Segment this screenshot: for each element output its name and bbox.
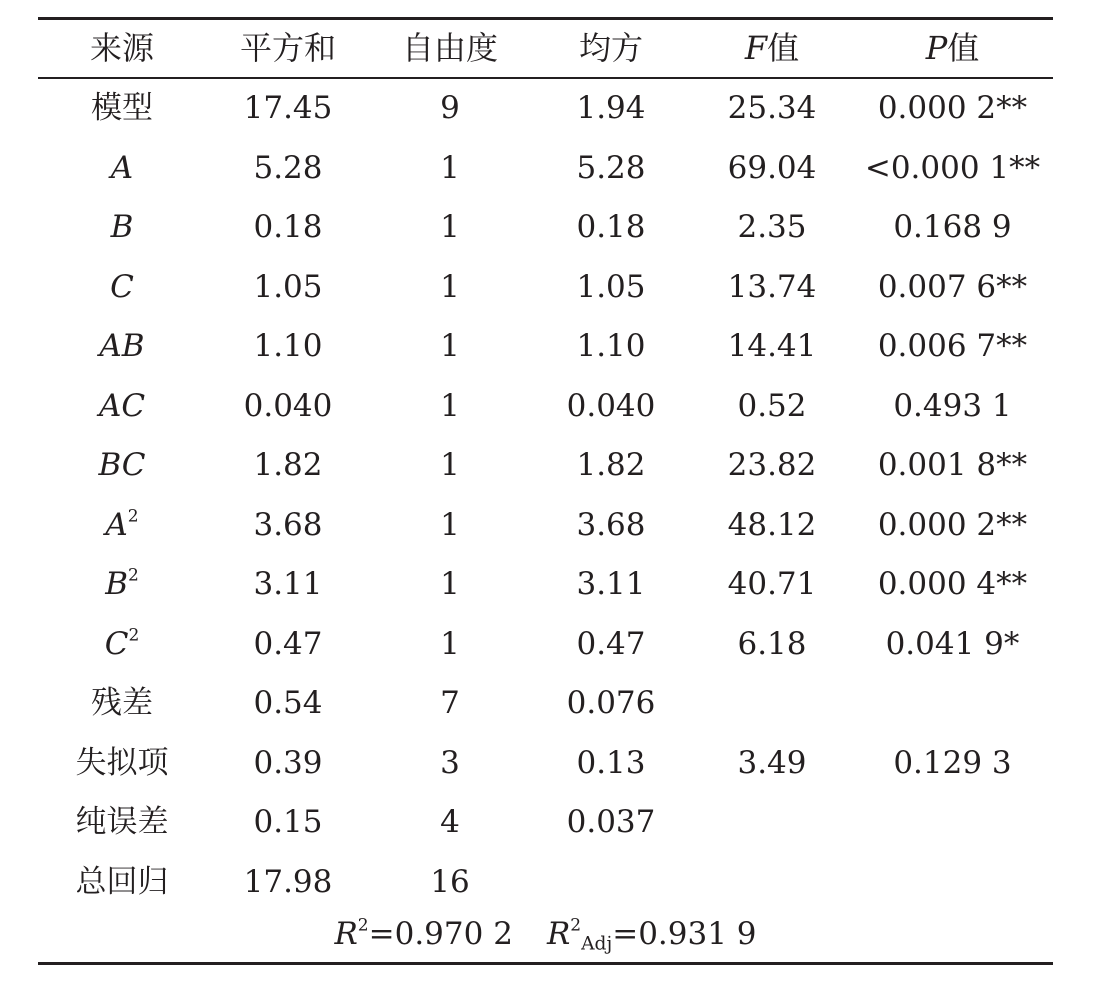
sum-of-squares-cell: 5.28 bbox=[253, 149, 323, 186]
table-row bbox=[38, 495, 1053, 555]
sum-of-squares-cell: 1.10 bbox=[253, 328, 323, 364]
sum-of-squares-cell: 0.15 bbox=[253, 804, 323, 840]
sum-of-squares-cell: 3.11 bbox=[253, 566, 323, 602]
degrees-of-freedom-cell: 1 bbox=[440, 625, 460, 662]
source-term: AC bbox=[98, 387, 146, 424]
mean-square-cell: 0.076 bbox=[566, 685, 656, 721]
source-term-exponent: 2 bbox=[128, 624, 140, 645]
degrees-of-freedom-cell: 1 bbox=[440, 209, 460, 245]
mean-square-cell: 0.18 bbox=[576, 209, 646, 245]
mean-square-cell: 1.10 bbox=[576, 328, 646, 364]
header-sum-of-squares: 平方和 bbox=[239, 29, 336, 67]
f-value-cell: 2.35 bbox=[737, 209, 807, 245]
degrees-of-freedom-cell: 1 bbox=[440, 268, 460, 305]
mean-square-cell: 3.11 bbox=[576, 566, 646, 602]
degrees-of-freedom-cell: 7 bbox=[440, 685, 460, 721]
sum-of-squares-cell: 0.040 bbox=[243, 387, 333, 424]
header-p-suffix: 值 bbox=[947, 29, 980, 67]
header-p-symbol: P bbox=[925, 29, 948, 67]
table-row bbox=[38, 673, 1053, 733]
degrees-of-freedom-cell: 1 bbox=[440, 506, 460, 543]
p-value-cell: 0.001 8** bbox=[877, 447, 1028, 483]
table-row bbox=[38, 554, 1053, 614]
mean-square-cell: 3.68 bbox=[576, 506, 646, 543]
mean-square-cell: 0.037 bbox=[566, 804, 656, 840]
source-cell bbox=[38, 554, 206, 614]
f-value-cell: 0.52 bbox=[737, 387, 807, 424]
p-value-cell: 0.041 9* bbox=[885, 625, 1020, 662]
source-cell bbox=[38, 792, 206, 852]
f-value-cell: 69.04 bbox=[727, 149, 817, 186]
header-degrees-of-freedom: 自由度 bbox=[401, 29, 498, 67]
source-cell bbox=[38, 197, 206, 257]
source-term: A bbox=[105, 506, 128, 543]
source-term: B bbox=[105, 566, 128, 602]
p-value-cell: 0.129 3 bbox=[893, 744, 1012, 781]
source-label: 总回归 bbox=[75, 863, 169, 900]
source-cell bbox=[38, 673, 206, 733]
p-value-cell: 0.000 2** bbox=[877, 90, 1028, 126]
r2-superscript: 2 bbox=[357, 915, 369, 936]
source-cell bbox=[38, 376, 206, 436]
degrees-of-freedom-cell: 1 bbox=[440, 387, 460, 424]
f-value-cell: 40.71 bbox=[727, 566, 817, 602]
sum-of-squares-cell: 0.18 bbox=[253, 209, 323, 245]
degrees-of-freedom-cell: 9 bbox=[440, 90, 460, 126]
f-value-cell bbox=[692, 673, 852, 733]
source-term: C bbox=[110, 268, 134, 305]
source-cell bbox=[38, 257, 206, 317]
degrees-of-freedom-cell: 1 bbox=[440, 566, 460, 602]
header-source: 来源 bbox=[89, 29, 154, 67]
table-row bbox=[38, 435, 1053, 495]
degrees-of-freedom-cell: 1 bbox=[440, 328, 460, 364]
f-value-cell bbox=[692, 852, 852, 912]
sum-of-squares-cell: 0.47 bbox=[253, 625, 323, 662]
degrees-of-freedom-cell: 16 bbox=[430, 863, 470, 900]
header-f-symbol: F bbox=[744, 29, 768, 67]
table-row bbox=[38, 852, 1053, 912]
p-value-cell: 0.000 2** bbox=[877, 506, 1028, 543]
source-term: C bbox=[104, 625, 129, 662]
table-row bbox=[38, 733, 1053, 793]
mean-square-cell: 1.05 bbox=[576, 268, 646, 305]
f-value-cell: 25.34 bbox=[727, 90, 817, 126]
header-f-value bbox=[692, 18, 852, 78]
f-value-cell: 13.74 bbox=[727, 268, 817, 305]
table-row bbox=[38, 197, 1053, 257]
source-label: 失拟项 bbox=[75, 744, 169, 781]
r2adj-superscript: 2 bbox=[570, 915, 582, 936]
mean-square-cell bbox=[530, 852, 692, 912]
r2-symbol: R bbox=[334, 916, 358, 952]
table-footnote bbox=[38, 906, 1053, 962]
source-cell bbox=[38, 852, 206, 912]
table-row bbox=[38, 376, 1053, 436]
source-cell bbox=[38, 138, 206, 198]
p-value-cell: 0.493 1 bbox=[893, 387, 1012, 424]
source-cell bbox=[38, 78, 206, 138]
p-value-cell: 0.000 4** bbox=[877, 566, 1028, 602]
source-term-exponent: 2 bbox=[127, 565, 139, 586]
table-row bbox=[38, 78, 1053, 138]
r2adj-symbol: R bbox=[546, 916, 571, 952]
header-p-value bbox=[852, 18, 1053, 78]
f-value-cell: 14.41 bbox=[727, 328, 817, 364]
table-row bbox=[38, 792, 1053, 852]
source-cell bbox=[38, 435, 206, 495]
mean-square-cell: 1.82 bbox=[576, 447, 646, 483]
header-mean-square: 均方 bbox=[578, 29, 643, 67]
degrees-of-freedom-cell: 3 bbox=[440, 744, 460, 781]
f-value-cell: 6.18 bbox=[737, 625, 807, 662]
bottom-rule bbox=[38, 962, 1053, 965]
source-term-exponent: 2 bbox=[127, 505, 139, 526]
p-value-cell: 0.006 7** bbox=[877, 328, 1028, 364]
sum-of-squares-cell: 3.68 bbox=[253, 506, 323, 543]
degrees-of-freedom-cell: 1 bbox=[440, 149, 460, 186]
p-value-cell: 0.007 6** bbox=[877, 268, 1028, 305]
mean-square-cell: 0.040 bbox=[566, 387, 656, 424]
p-value-cell: 0.168 9 bbox=[893, 209, 1012, 245]
f-value-cell: 23.82 bbox=[727, 447, 817, 483]
mean-square-cell: 1.94 bbox=[576, 90, 646, 126]
p-value-cell bbox=[852, 852, 1053, 912]
degrees-of-freedom-cell: 1 bbox=[440, 447, 460, 483]
source-term: B bbox=[110, 209, 134, 245]
header-f-suffix: 值 bbox=[767, 29, 800, 67]
sum-of-squares-cell: 0.39 bbox=[253, 744, 323, 781]
source-label: 纯误差 bbox=[75, 804, 169, 840]
header-row bbox=[38, 18, 1053, 78]
r2adj-value: =0.931 9 bbox=[612, 916, 757, 952]
source-label: 残差 bbox=[91, 685, 153, 721]
p-value-cell bbox=[852, 792, 1053, 852]
sum-of-squares-cell: 17.98 bbox=[243, 863, 333, 900]
source-term: BC bbox=[98, 447, 146, 483]
sum-of-squares-cell: 1.82 bbox=[253, 447, 323, 483]
p-value-cell bbox=[852, 673, 1053, 733]
source-term: AB bbox=[99, 328, 145, 364]
sum-of-squares-cell: 17.45 bbox=[243, 90, 333, 126]
sum-of-squares-cell: 0.54 bbox=[253, 685, 323, 721]
table-row bbox=[38, 138, 1053, 198]
mean-square-cell: 0.13 bbox=[576, 744, 646, 781]
f-value-cell bbox=[692, 792, 852, 852]
f-value-cell: 3.49 bbox=[737, 744, 807, 781]
source-cell bbox=[38, 733, 206, 793]
source-cell bbox=[38, 614, 206, 674]
r2adj-subscript: Adj bbox=[581, 933, 613, 955]
table-row bbox=[38, 316, 1053, 376]
p-value-cell: <0.000 1** bbox=[864, 149, 1041, 186]
sum-of-squares-cell: 1.05 bbox=[253, 268, 323, 305]
source-term: A bbox=[110, 149, 134, 186]
table-row bbox=[38, 614, 1053, 674]
table-row bbox=[38, 257, 1053, 317]
degrees-of-freedom-cell: 4 bbox=[440, 804, 460, 840]
source-label: 模型 bbox=[91, 90, 153, 126]
source-cell bbox=[38, 316, 206, 376]
mean-square-cell: 5.28 bbox=[576, 149, 646, 186]
source-cell bbox=[38, 495, 206, 555]
r2-value: =0.970 2 bbox=[368, 916, 513, 952]
f-value-cell: 48.12 bbox=[727, 506, 817, 543]
mean-square-cell: 0.47 bbox=[576, 625, 646, 662]
